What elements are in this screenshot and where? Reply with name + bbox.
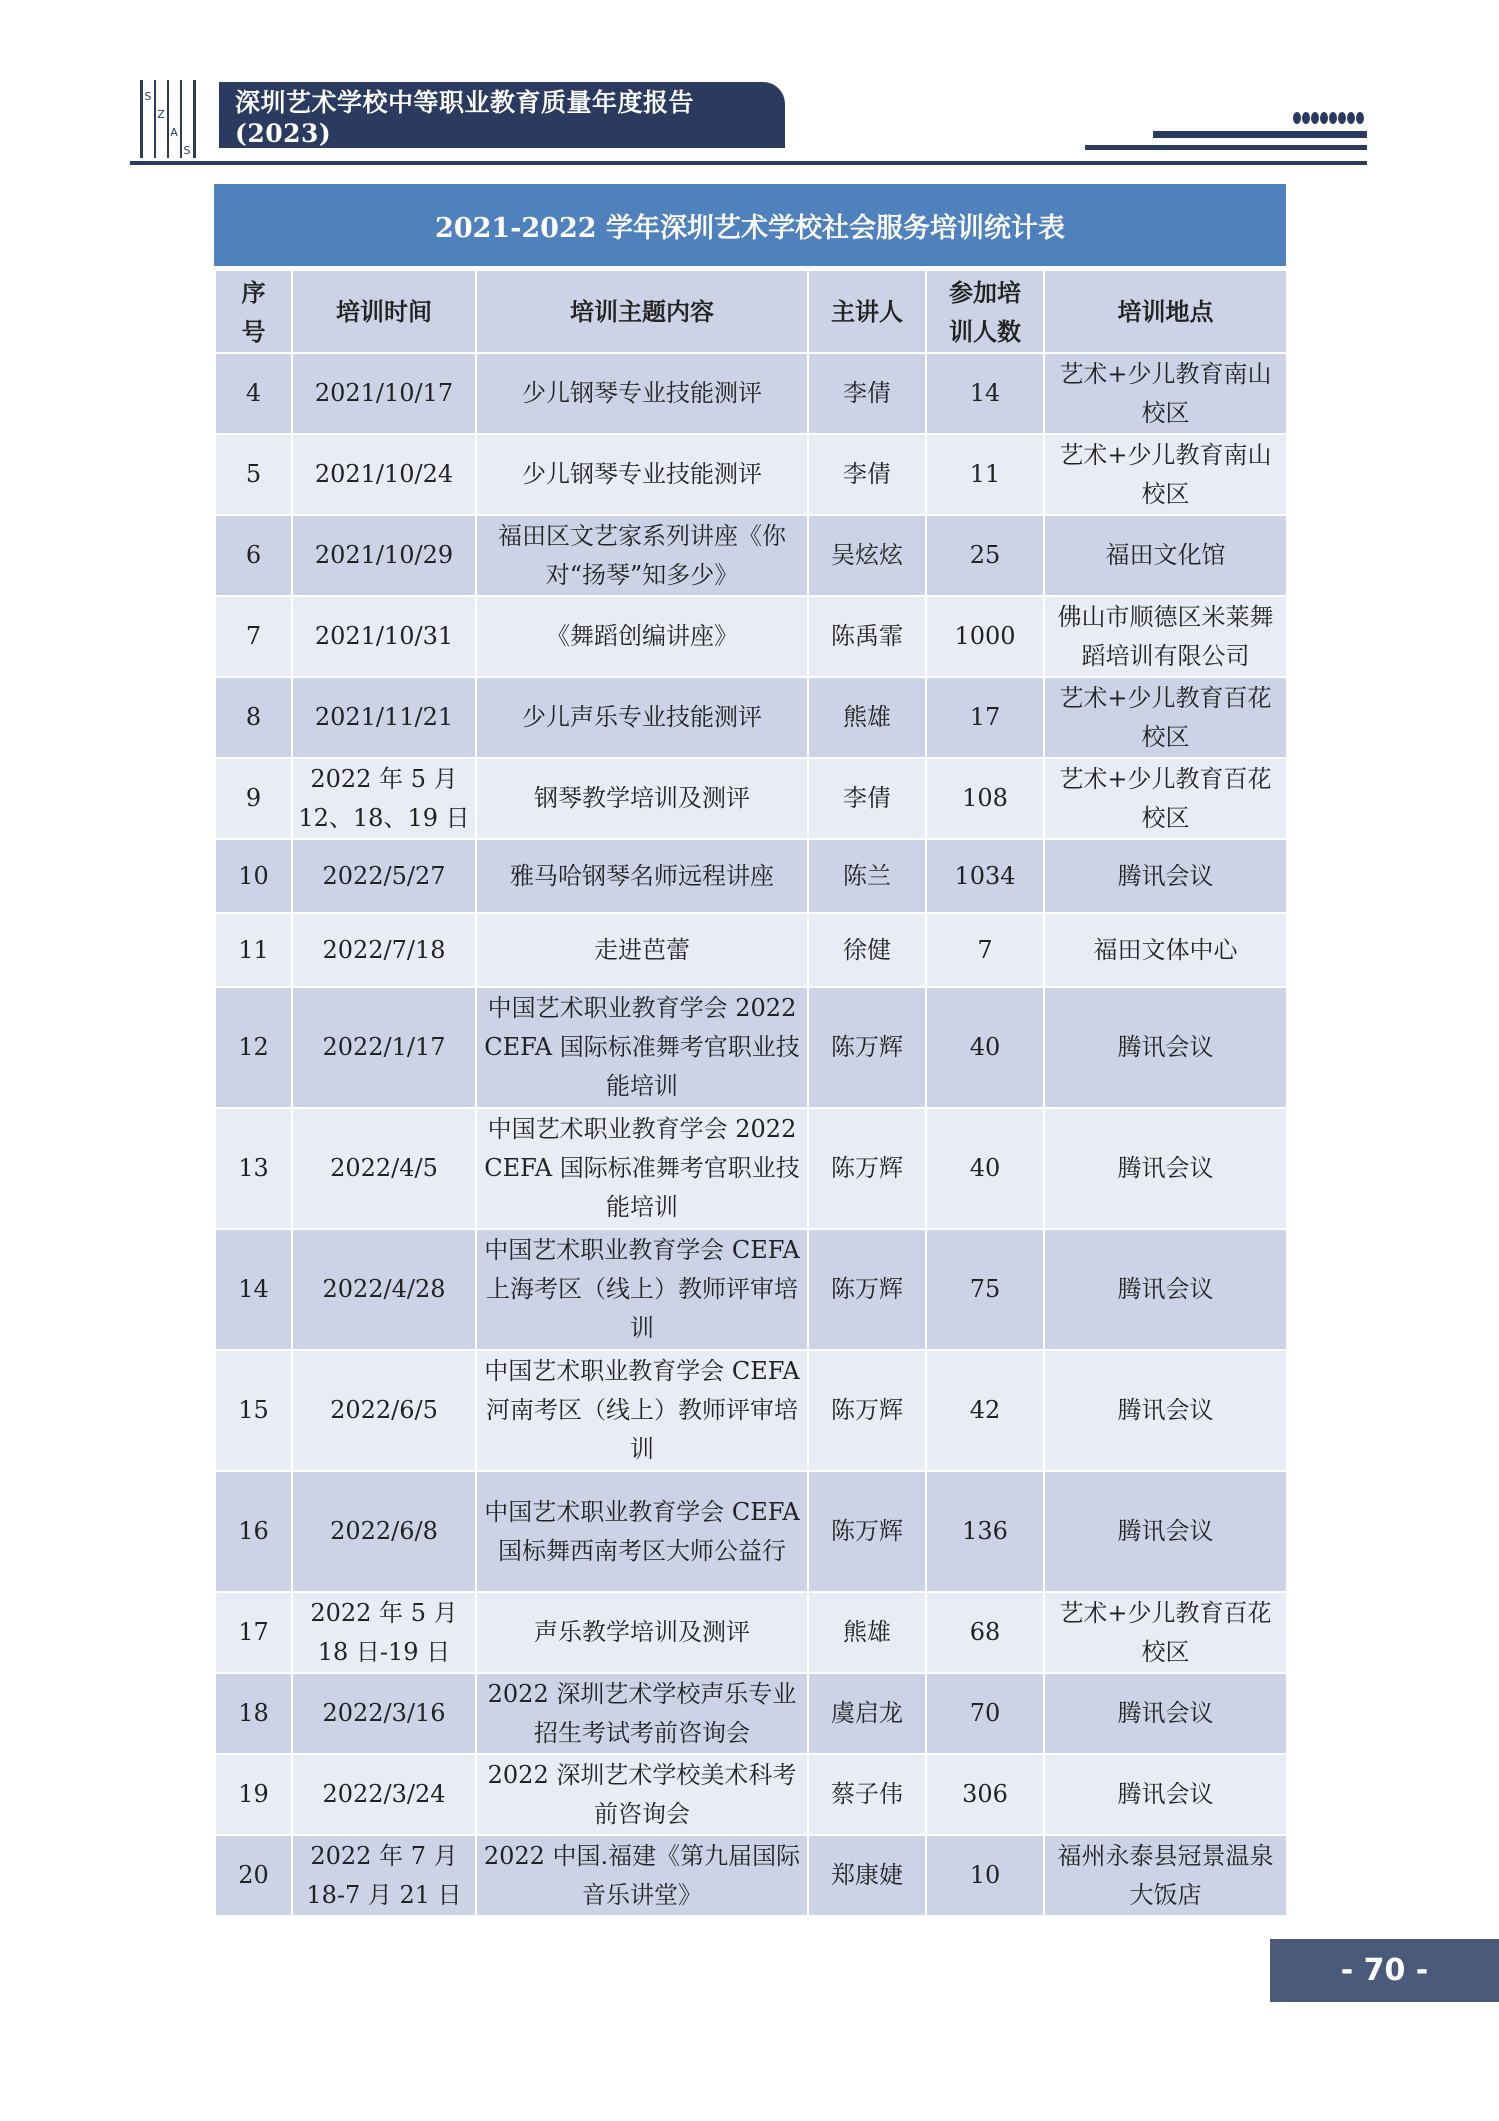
- column-header-count: 参加培训人数: [926, 270, 1044, 353]
- cell-topic: 中国艺术职业教育学会 CEFA 上海考区（线上）教师评审培训: [476, 1229, 808, 1350]
- cell-topic: 中国艺术职业教育学会 CEFA 国标舞西南考区大师公益行: [476, 1471, 808, 1592]
- cell-time: 2022/4/28: [292, 1229, 476, 1350]
- cell-count: 11: [926, 434, 1044, 515]
- cell-topic: 声乐教学培训及测评: [476, 1592, 808, 1673]
- cell-topic: 2022 深圳艺术学校声乐专业招生考试考前咨询会: [476, 1673, 808, 1754]
- header-divider: [1085, 145, 1367, 150]
- cell-count: 108: [926, 758, 1044, 839]
- cell-no: 15: [215, 1350, 292, 1471]
- logo-letter: Z: [157, 108, 165, 121]
- table-row: [215, 434, 1287, 515]
- cell-time: 2022/1/17: [292, 987, 476, 1108]
- table-row: [215, 987, 1287, 1108]
- cell-speaker: 陈兰: [808, 839, 926, 913]
- cell-place: 腾讯会议: [1044, 1229, 1287, 1350]
- table-body: [214, 269, 1288, 1917]
- cell-speaker: 虞启龙: [808, 1673, 926, 1754]
- table-row: [215, 913, 1287, 987]
- cell-place: 腾讯会议: [1044, 987, 1287, 1108]
- cell-topic: 走进芭蕾: [476, 913, 808, 987]
- cell-count: 75: [926, 1229, 1044, 1350]
- report-title-banner: [219, 82, 785, 148]
- cell-place: 福田文体中心: [1044, 913, 1287, 987]
- cell-place: 腾讯会议: [1044, 1108, 1287, 1229]
- cell-no: 12: [215, 987, 292, 1108]
- logo-letter: S: [183, 144, 191, 157]
- cell-speaker: 李倩: [808, 434, 926, 515]
- cell-place: 腾讯会议: [1044, 1350, 1287, 1471]
- cell-speaker: 李倩: [808, 353, 926, 434]
- cell-speaker: 蔡子伟: [808, 1754, 926, 1835]
- cell-time: 2022/6/8: [292, 1471, 476, 1592]
- cell-speaker: 陈万辉: [808, 1108, 926, 1229]
- cell-count: 68: [926, 1592, 1044, 1673]
- table-row: [215, 1592, 1287, 1673]
- table-row: [215, 596, 1287, 677]
- header-divider: [1153, 131, 1367, 138]
- cell-count: 70: [926, 1673, 1044, 1754]
- cell-topic: 少儿钢琴专业技能测评: [476, 353, 808, 434]
- cell-count: 17: [926, 677, 1044, 758]
- cell-place: 腾讯会议: [1044, 839, 1287, 913]
- cell-count: 25: [926, 515, 1044, 596]
- cell-count: 14: [926, 353, 1044, 434]
- cell-time: 2022 年 7 月 18-7 月 21 日: [292, 1835, 476, 1916]
- table-title: 2021-2022 学年深圳艺术学校社会服务培训统计表: [214, 184, 1286, 269]
- cell-no: 4: [215, 353, 292, 434]
- cell-no: 10: [215, 839, 292, 913]
- cell-place: 艺术+少儿教育百花校区: [1044, 1592, 1287, 1673]
- table-row: [215, 758, 1287, 839]
- report-title: 深圳艺术学校中等职业教育质量年度报告(2023): [235, 87, 695, 148]
- cell-topic: 中国艺术职业教育学会 2022 CEFA 国际标准舞考官职业技能培训: [476, 1108, 808, 1229]
- cell-topic: 中国艺术职业教育学会 2022 CEFA 国际标准舞考官职业技能培训: [476, 987, 808, 1108]
- table-row: [215, 839, 1287, 913]
- cell-no: 18: [215, 1673, 292, 1754]
- cell-topic: 钢琴教学培训及测评: [476, 758, 808, 839]
- column-header-speaker: 主讲人: [808, 270, 926, 353]
- table-row: [215, 1229, 1287, 1350]
- cell-count: 136: [926, 1471, 1044, 1592]
- cell-topic: 少儿声乐专业技能测评: [476, 677, 808, 758]
- cell-time: 2022 年 5 月 12、18、19 日: [292, 758, 476, 839]
- cell-time: 2021/10/17: [292, 353, 476, 434]
- table-row: [215, 1673, 1287, 1754]
- header-rule: [130, 161, 1367, 165]
- cell-time: 2021/11/21: [292, 677, 476, 758]
- cell-place: 福田文化馆: [1044, 515, 1287, 596]
- logo-letter: A: [170, 126, 178, 139]
- page-number: - 70 -: [1270, 1939, 1499, 2002]
- cell-speaker: 陈禹霏: [808, 596, 926, 677]
- cell-speaker: 郑康婕: [808, 1835, 926, 1916]
- cell-place: 艺术+少儿教育南山校区: [1044, 434, 1287, 515]
- cell-no: 6: [215, 515, 292, 596]
- cell-speaker: 陈万辉: [808, 987, 926, 1108]
- cell-topic: 2022 深圳艺术学校美术科考前咨询会: [476, 1754, 808, 1835]
- cell-no: 8: [215, 677, 292, 758]
- cell-time: 2021/10/31: [292, 596, 476, 677]
- column-header-place: 培训地点: [1044, 270, 1287, 353]
- logo-letter: S: [144, 90, 152, 103]
- cell-place: 福州永泰县冠景温泉大饭店: [1044, 1835, 1287, 1916]
- table-row: [215, 1835, 1287, 1916]
- cell-time: 2022/4/5: [292, 1108, 476, 1229]
- cell-no: 19: [215, 1754, 292, 1835]
- column-header-topic: 培训主题内容: [476, 270, 808, 353]
- cell-count: 306: [926, 1754, 1044, 1835]
- column-header-no: 序号: [215, 270, 292, 353]
- cell-no: 17: [215, 1592, 292, 1673]
- cell-speaker: 徐健: [808, 913, 926, 987]
- cell-place: 佛山市顺德区米莱舞蹈培训有限公司: [1044, 596, 1287, 677]
- cell-time: 2022/6/5: [292, 1350, 476, 1471]
- table-row: [215, 677, 1287, 758]
- cell-time: 2022/7/18: [292, 913, 476, 987]
- cell-no: 9: [215, 758, 292, 839]
- table-header-row: [215, 270, 1287, 353]
- cell-count: 40: [926, 987, 1044, 1108]
- cell-speaker: 陈万辉: [808, 1229, 926, 1350]
- cell-no: 7: [215, 596, 292, 677]
- table-row: [215, 1350, 1287, 1471]
- cell-time: 2021/10/29: [292, 515, 476, 596]
- cell-no: 14: [215, 1229, 292, 1350]
- cell-no: 20: [215, 1835, 292, 1916]
- cell-count: 7: [926, 913, 1044, 987]
- cell-place: 腾讯会议: [1044, 1754, 1287, 1835]
- cell-speaker: 陈万辉: [808, 1350, 926, 1471]
- cell-count: 10: [926, 1835, 1044, 1916]
- cell-topic: 2022 中国.福建《第九届国际音乐讲堂》: [476, 1835, 808, 1916]
- cell-topic: 少儿钢琴专业技能测评: [476, 434, 808, 515]
- cell-place: 艺术+少儿教育南山校区: [1044, 353, 1287, 434]
- cell-speaker: 熊雄: [808, 1592, 926, 1673]
- table-row: [215, 1471, 1287, 1592]
- cell-time: 2021/10/24: [292, 434, 476, 515]
- cell-no: 16: [215, 1471, 292, 1592]
- cell-speaker: 陈万辉: [808, 1471, 926, 1592]
- cell-count: 40: [926, 1108, 1044, 1229]
- training-stats-table: [214, 184, 1286, 1917]
- cell-time: 2022 年 5 月 18 日-19 日: [292, 1592, 476, 1673]
- cell-place: 艺术+少儿教育百花校区: [1044, 758, 1287, 839]
- cell-topic: 中国艺术职业教育学会 CEFA 河南考区（线上）教师评审培训: [476, 1350, 808, 1471]
- cell-count: 1034: [926, 839, 1044, 913]
- school-logo: [140, 80, 196, 158]
- cell-no: 11: [215, 913, 292, 987]
- table-row: [215, 1108, 1287, 1229]
- table-row: [215, 515, 1287, 596]
- cell-topic: 《舞蹈创编讲座》: [476, 596, 808, 677]
- cell-speaker: 吴炫炫: [808, 515, 926, 596]
- cell-time: 2022/3/24: [292, 1754, 476, 1835]
- column-header-time: 培训时间: [292, 270, 476, 353]
- cell-count: 1000: [926, 596, 1044, 677]
- table-row: [215, 353, 1287, 434]
- cell-place: 腾讯会议: [1044, 1471, 1287, 1592]
- table-row: [215, 1754, 1287, 1835]
- cell-topic: 雅马哈钢琴名师远程讲座: [476, 839, 808, 913]
- cell-time: 2022/3/16: [292, 1673, 476, 1754]
- cell-topic: 福田区文艺家系列讲座《你对“扬琴”知多少》: [476, 515, 808, 596]
- cell-count: 42: [926, 1350, 1044, 1471]
- cell-place: 艺术+少儿教育百花校区: [1044, 677, 1287, 758]
- decorative-dots: [1292, 111, 1368, 125]
- cell-place: 腾讯会议: [1044, 1673, 1287, 1754]
- cell-no: 13: [215, 1108, 292, 1229]
- cell-no: 5: [215, 434, 292, 515]
- cell-time: 2022/5/27: [292, 839, 476, 913]
- cell-speaker: 熊雄: [808, 677, 926, 758]
- cell-speaker: 李倩: [808, 758, 926, 839]
